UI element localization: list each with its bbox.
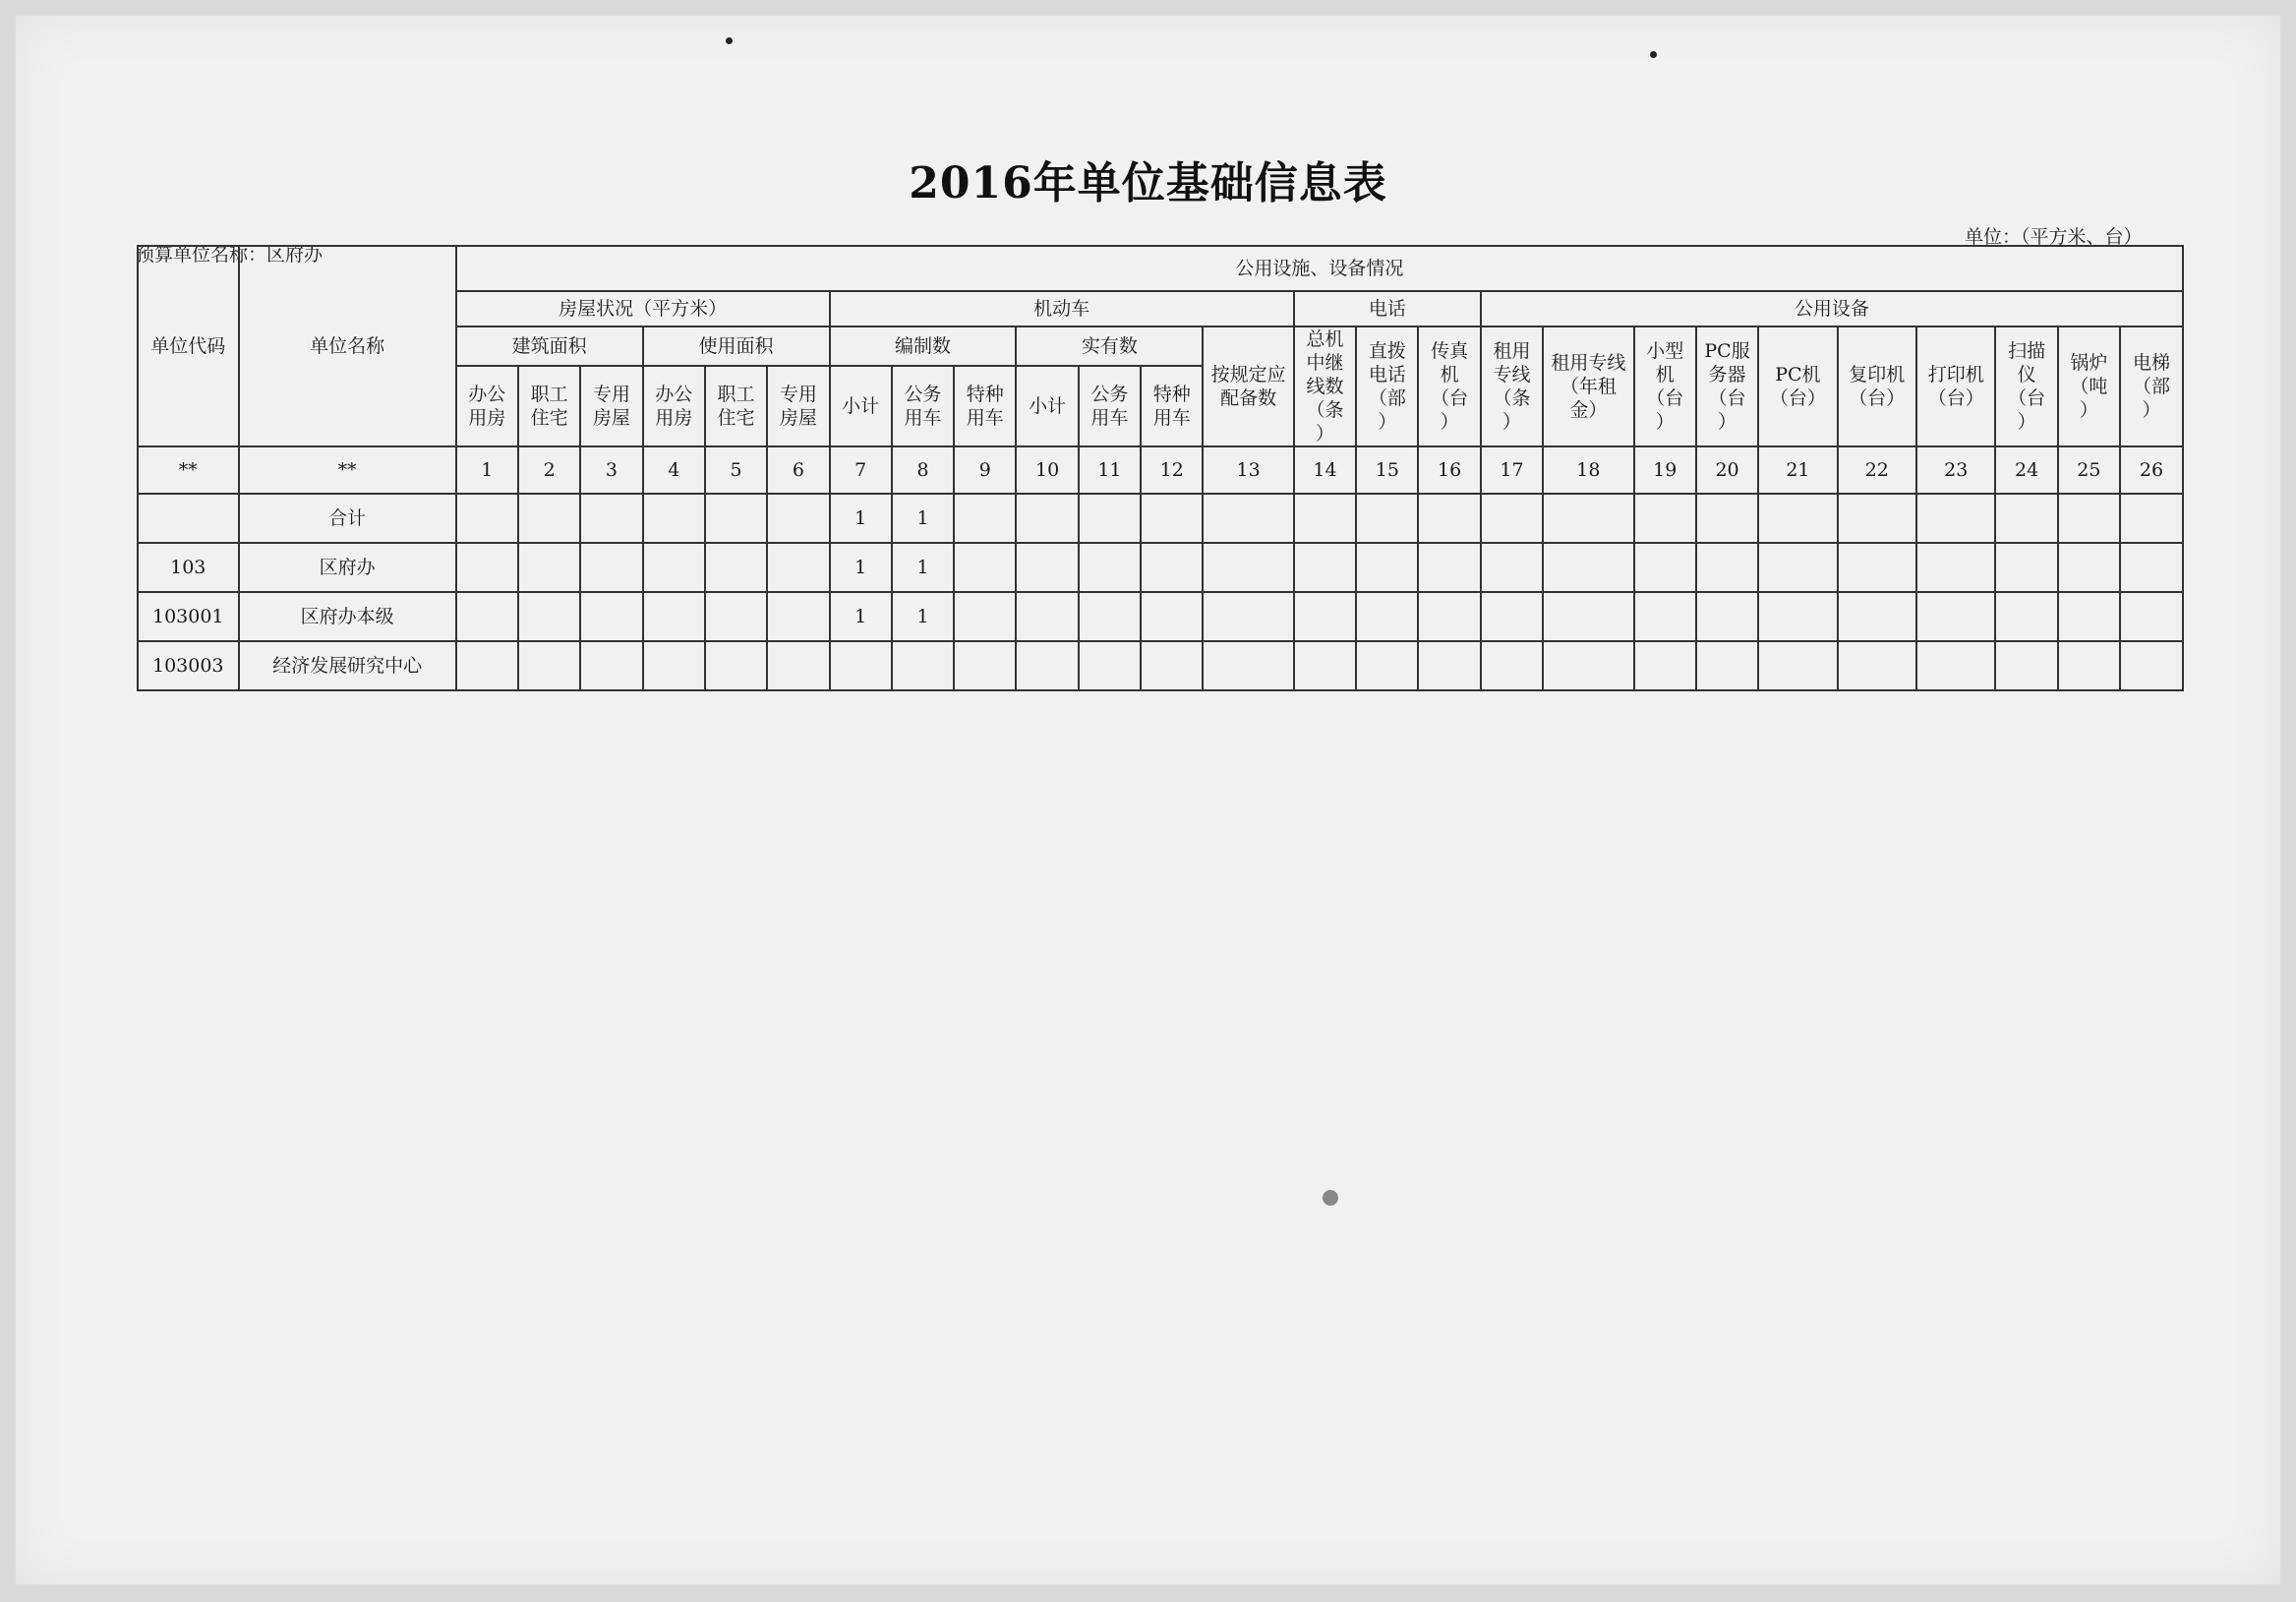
- header-actual: 实有数: [1016, 326, 1203, 366]
- header-c9: 特种 用车: [954, 366, 1016, 446]
- column-number-row: [138, 446, 2183, 494]
- header-c14: 总机 中继 线数 （条 ）: [1294, 326, 1356, 446]
- row-name: 区府办本级: [239, 592, 456, 641]
- column-number: 9: [954, 446, 1016, 494]
- column-number: 26: [2120, 446, 2183, 494]
- header-c24: 扫描 仪 （台 ）: [1995, 326, 2057, 446]
- header-c3: 专用 房屋: [580, 366, 642, 446]
- column-number: 1: [456, 446, 518, 494]
- column-number: 4: [643, 446, 705, 494]
- header-c12: 特种 用车: [1141, 366, 1203, 446]
- column-number: 12: [1141, 446, 1203, 494]
- header-c4: 办公 用房: [643, 366, 705, 446]
- header-facilities: 公用设施、设备情况: [456, 246, 2183, 291]
- column-number: **: [138, 446, 239, 494]
- table-row: [138, 543, 2183, 592]
- scan-speck: [726, 37, 733, 44]
- header-c25: 锅炉 （吨 ）: [2058, 326, 2120, 446]
- header-c11: 公务 用车: [1079, 366, 1141, 446]
- column-number: 3: [580, 446, 642, 494]
- column-number: 20: [1696, 446, 1758, 494]
- header-usage-area: 使用面积: [643, 326, 830, 366]
- header-housing: 房屋状况（平方米）: [456, 291, 830, 326]
- column-number: 14: [1294, 446, 1356, 494]
- table-row: [138, 592, 2183, 641]
- column-number: 17: [1481, 446, 1543, 494]
- column-number: 24: [1995, 446, 2057, 494]
- column-number: **: [239, 446, 456, 494]
- column-number: 2: [518, 446, 580, 494]
- column-number: 18: [1543, 446, 1633, 494]
- units-label: 单位：（平方米、台）: [1965, 226, 2143, 248]
- header-c23: 打印机 （台）: [1916, 326, 1995, 446]
- column-number: 22: [1838, 446, 1916, 494]
- column-number: 16: [1418, 446, 1480, 494]
- column-number: 25: [2058, 446, 2120, 494]
- row-c7: [830, 641, 892, 690]
- row-code: 103003: [138, 641, 239, 690]
- column-number: 8: [892, 446, 954, 494]
- column-number: 19: [1634, 446, 1696, 494]
- row-c8: 1: [892, 543, 954, 592]
- column-number: 21: [1758, 446, 1837, 494]
- header-c2: 职工 住宅: [518, 366, 580, 446]
- header-c18: 租用专线 （年租 金）: [1543, 326, 1633, 446]
- header-c10: 小计: [1016, 366, 1078, 446]
- header-c22: 复印机 （台）: [1838, 326, 1916, 446]
- row-c7: 1: [830, 543, 892, 592]
- column-number: 11: [1079, 446, 1141, 494]
- row-name: 经济发展研究中心: [239, 641, 456, 690]
- header-config: 按规定应配备数: [1203, 326, 1293, 446]
- header-c15: 直拨 电话 （部 ）: [1356, 326, 1418, 446]
- header-c1: 办公 用房: [456, 366, 518, 446]
- row-name: 区府办: [239, 543, 456, 592]
- header-c19: 小型 机 （台 ）: [1634, 326, 1696, 446]
- header-quota: 编制数: [830, 326, 1017, 366]
- row-c7: 1: [830, 592, 892, 641]
- column-number: 13: [1203, 446, 1293, 494]
- header-building-area: 建筑面积: [456, 326, 643, 366]
- scan-speck: [1323, 1190, 1338, 1206]
- header-c5: 职工 住宅: [705, 366, 767, 446]
- header-c6: 专用 房屋: [767, 366, 829, 446]
- table-row: [138, 494, 2183, 543]
- column-number: 23: [1916, 446, 1995, 494]
- column-number: 10: [1016, 446, 1078, 494]
- column-number: 5: [705, 446, 767, 494]
- page-title: 2016年单位基础信息表: [909, 158, 1387, 208]
- header-phone: 电话: [1294, 291, 1481, 326]
- row-c7: 1: [830, 494, 892, 543]
- row-c8: [892, 641, 954, 690]
- column-number: 7: [830, 446, 892, 494]
- column-number: 15: [1356, 446, 1418, 494]
- row-c8: 1: [892, 592, 954, 641]
- row-name: 合计: [239, 494, 456, 543]
- header-unit-name: 单位名称: [239, 246, 456, 446]
- row-c8: 1: [892, 494, 954, 543]
- header-vehicles: 机动车: [830, 291, 1294, 326]
- header-c17: 租用 专线 （条 ）: [1481, 326, 1543, 446]
- unit-info-table: [137, 245, 2184, 691]
- header-c16: 传真 机 （台 ）: [1418, 326, 1480, 446]
- header-c7: 小计: [830, 366, 892, 446]
- row-code: 103: [138, 543, 239, 592]
- row-code: 103001: [138, 592, 239, 641]
- header-unit-code: 单位代码: [138, 246, 239, 446]
- budget-unit-name: 预算单位名称：区府办: [136, 244, 324, 266]
- header-equipment: 公用设备: [1481, 291, 2183, 326]
- header-c8: 公务 用车: [892, 366, 954, 446]
- table-row: [138, 641, 2183, 690]
- header-c21: PC机 （台）: [1758, 326, 1837, 446]
- header-c26: 电梯 （部 ）: [2120, 326, 2183, 446]
- row-code: [138, 494, 239, 543]
- column-number: 6: [767, 446, 829, 494]
- scan-speck: [1650, 51, 1657, 58]
- header-c20: PC服 务器 （台 ）: [1696, 326, 1758, 446]
